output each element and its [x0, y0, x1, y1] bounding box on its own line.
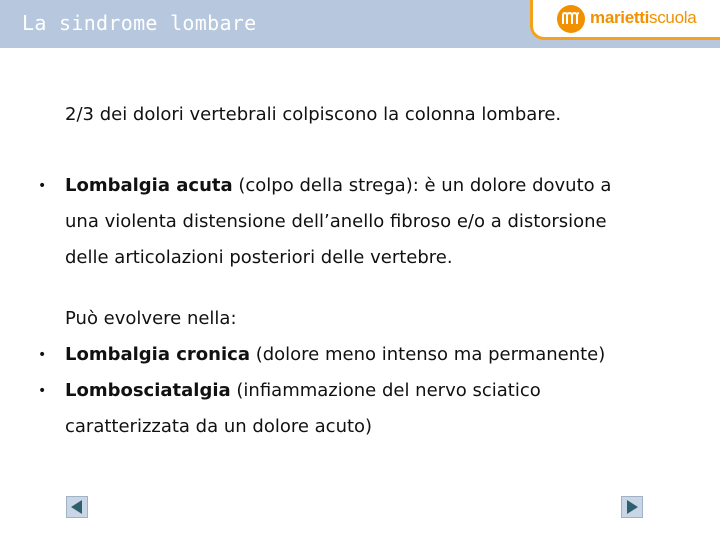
- bullet-marker: •: [38, 178, 47, 194]
- bullet-marker: •: [38, 383, 47, 399]
- publisher-logo: [530, 0, 720, 40]
- lombalgia-acuta-desc: (colpo della strega): è un dolore dovuto a: [232, 175, 612, 196]
- logo-name-bold: marietti: [590, 8, 650, 27]
- arrow-right-icon: [622, 497, 642, 517]
- lombalgia-cronica-desc: (dolore meno intenso ma permanente): [249, 344, 606, 365]
- list-item-lombalgia-acuta: [65, 168, 611, 204]
- term-lombosciatalgia: Lombosciatalgia: [65, 380, 231, 401]
- lombosciatalgia-desc: (infiammazione del nervo sciatico: [230, 380, 541, 401]
- lombalgia-acuta-desc-line3: delle articolazioni posteriori delle vertebre.: [65, 247, 453, 268]
- slide-title: La sindrome lombare: [22, 11, 257, 35]
- marietti-logo-icon: [556, 4, 586, 34]
- previous-slide-button[interactable]: [66, 496, 88, 518]
- intro-text: 2/3 dei dolori vertebrali colpiscono la colonna lombare.: [65, 104, 562, 125]
- lombalgia-acuta-desc-line2: una violenta distensione dell’anello fibroso e/o a distorsione: [65, 211, 607, 232]
- logo-name-light: scuola: [649, 8, 697, 27]
- arrow-left-icon: [67, 497, 87, 517]
- next-slide-button[interactable]: [621, 496, 643, 518]
- evolve-text: Può evolvere nella:: [65, 308, 237, 329]
- list-item-lombosciatalgia: [65, 373, 541, 409]
- logo-text: [590, 8, 696, 28]
- term-lombalgia-acuta: Lombalgia acuta: [65, 175, 233, 196]
- term-lombalgia-cronica: Lombalgia cronica: [65, 344, 250, 365]
- lombosciatalgia-desc-line2: caratterizzata da un dolore acuto): [65, 416, 373, 437]
- list-item-lombalgia-cronica: [65, 337, 605, 373]
- bullet-marker: •: [38, 347, 47, 363]
